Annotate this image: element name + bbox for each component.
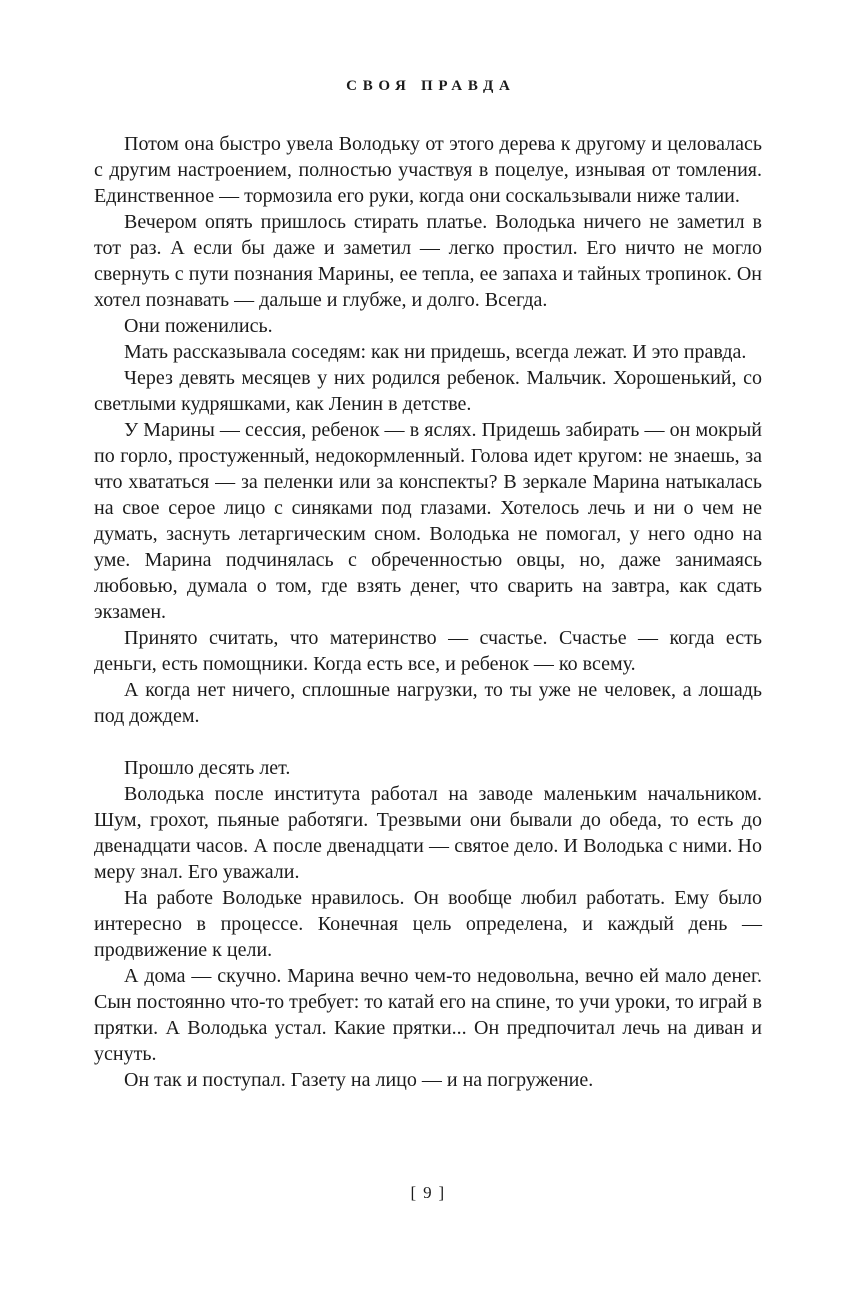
section-2 <box>94 755 762 1093</box>
body-text <box>94 131 762 1093</box>
page-number: [ 9 ] <box>410 1183 446 1202</box>
section-1 <box>94 131 762 729</box>
paragraph: Володька после института работал на заводе маленьким начальником. Шум, грохот, пьяные работяги. Трезвыми они бывали до обеда, то есть до двенадцати часов. А после двенадцати — святое дело. И Володька с ними. Но меру знал. Его уважали. <box>94 783 762 883</box>
paragraph: А дома — скучно. Марина вечно чем-то недовольна, вечно ей мало денег. Сын постоянно что-то требует: то катай его на спине, то учи уроки, то играй в прятки. А Володька устал. Какие прятки... Он предпочитал лечь на диван и уснуть. <box>94 965 762 1065</box>
paragraph: Потом она быстро увела Володьку от этого дерева к другому и целовалась с другим настроением, полностью участвуя в поцелуе, изнывая от томления. Единственное — тормозила его руки, когда они соскальзывали ниже талии. <box>94 133 762 207</box>
running-head: СВОЯ ПРАВДА <box>346 78 516 94</box>
paragraph: Они поженились. <box>124 315 273 337</box>
paragraph: Вечером опять пришлось стирать платье. Володька ничего не заметил в тот раз. А если бы даже и заметил — легко простил. Его ничто не могло свернуть с пути познания Марины, ее тепла, ее запаха и тайных тропинок. Он хотел познавать — дальше и глубже, и долго. Всегда. <box>94 211 762 311</box>
paragraph: Мать рассказывала соседям: как ни придешь, всегда лежат. И это правда. <box>124 341 747 363</box>
paragraph: Прошло десять лет. <box>124 757 291 779</box>
paragraph: Он так и поступал. Газету на лицо — и на погружение. <box>124 1069 594 1091</box>
paragraph: Через девять месяцев у них родился ребенок. Мальчик. Хорошенький, со светлыми кудряшками, как Ленин в детстве. <box>94 367 762 415</box>
paragraph: А когда нет ничего, сплошные нагрузки, то ты уже не человек, а лошадь под дождем. <box>94 679 762 727</box>
paragraph: Принято считать, что материнство — счастье. Счастье — когда есть деньги, есть помощники. Когда есть все, и ребенок — ко всему. <box>94 627 762 675</box>
paragraph: На работе Володьке нравилось. Он вообще любил работать. Ему было интересно в процессе. Конечная цель определена, и каждый день — продвижение к цели. <box>94 887 762 961</box>
paragraph: У Марины — сессия, ребенок — в яслях. Придешь забирать — он мокрый по горло, простуженный, недокормленный. Голова идет кругом: не знаешь, за что хвататься — за пеленки или за конспекты? В зеркале Марина натыкалась на свое серое лицо с синяками под глазами. Хотелось лечь и ни о чем не думать, заснуть летаргическим сном. Володька не помогал, у него одно на уме. Марина подчинялась с обреченностью овцы, но, даже занимаясь любовью, думала о том, где взять денег, что сварить на завтра, как сдать экзамен. <box>94 419 762 623</box>
